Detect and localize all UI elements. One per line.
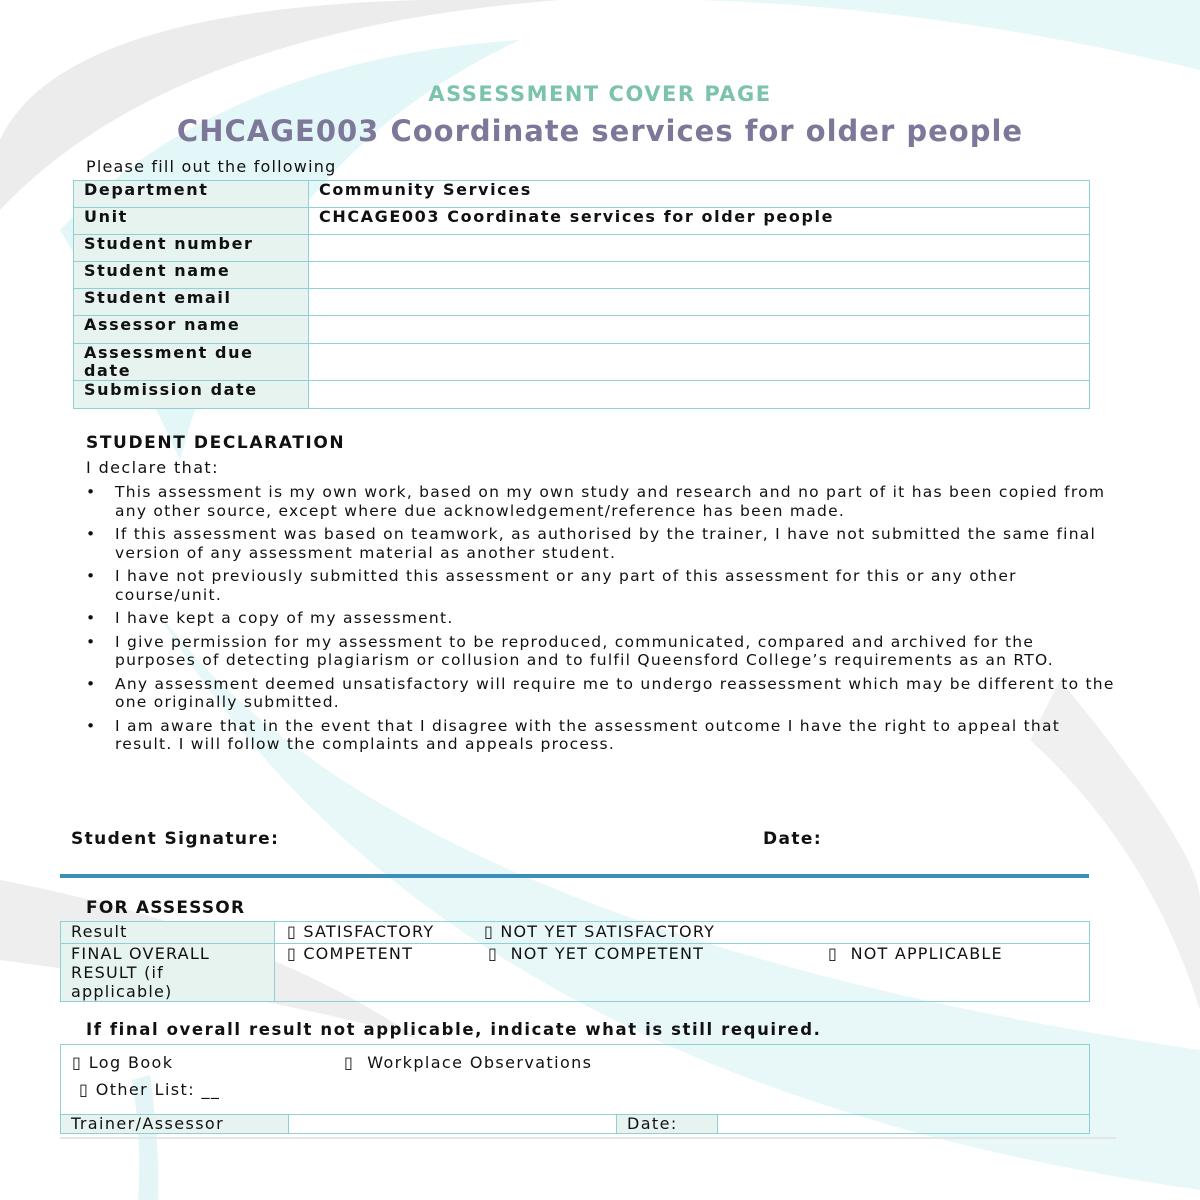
checkbox-icon[interactable]: ▯ bbox=[344, 1053, 355, 1072]
final-result-options-cell bbox=[275, 944, 1090, 1002]
table-row bbox=[74, 289, 1090, 316]
department-value: Community Services bbox=[309, 181, 1090, 208]
declaration-text: Any assessment deemed unsatisfactory will require me to undergo reassessment which may be different to the one originally submitted. bbox=[115, 674, 1115, 711]
checkbox-icon[interactable]: ▯ bbox=[828, 944, 839, 963]
table-row bbox=[74, 316, 1090, 344]
section-divider bbox=[60, 874, 1089, 878]
submission-date-field[interactable] bbox=[309, 381, 1090, 409]
declaration-text: I have kept a copy of my assessment. bbox=[115, 609, 454, 627]
declaration-text: I have not previously submitted this assessment or any part of this assessment for this or any other course/unit. bbox=[115, 567, 1017, 604]
table-row bbox=[61, 1115, 1090, 1134]
signature-date-label: Date: bbox=[763, 829, 823, 849]
student-email-label: Student email bbox=[74, 289, 309, 316]
list-item bbox=[86, 717, 1116, 754]
footer-line bbox=[60, 1137, 1116, 1139]
student-number-label: Student number bbox=[74, 235, 309, 262]
option-label: Log Book bbox=[88, 1053, 174, 1072]
declaration-text: If this assessment was based on teamwork, as authorised by the trainer, I have not submitted the same final version of any assessment material as another student. bbox=[115, 525, 1097, 562]
student-signature-label: Student Signature: bbox=[71, 829, 280, 849]
bullet-icon: • bbox=[86, 483, 97, 501]
assessment-due-date-label: Assessment due date bbox=[74, 344, 309, 381]
assessor-name-label: Assessor name bbox=[74, 316, 309, 344]
not-yet-competent-option[interactable] bbox=[488, 944, 704, 963]
option-label: Workplace Observations bbox=[367, 1053, 593, 1072]
signoff-date-field[interactable] bbox=[718, 1115, 1090, 1134]
checkbox-icon[interactable]: ▯ bbox=[287, 944, 298, 963]
table-row bbox=[61, 922, 1090, 944]
student-email-field[interactable] bbox=[309, 289, 1090, 316]
checkbox-icon[interactable]: ▯ bbox=[72, 1053, 83, 1072]
unit-label: Unit bbox=[74, 208, 309, 235]
assessor-name-field[interactable] bbox=[309, 316, 1090, 344]
option-label: NOT YET COMPETENT bbox=[510, 944, 705, 963]
declaration-text: I give permission for my assessment to be reproduced, communicated, compared and archived for the purposes of detecting plagiarism or collusion and to fulfil Queensford College’s requirements as an RTO. bbox=[115, 632, 1054, 669]
declaration-text: This assessment is my own work, based on my own study and research and no part of it has been copied from any other source, except where due acknowledgement/reference has been made. bbox=[115, 483, 1106, 520]
table-row bbox=[74, 181, 1090, 208]
checkbox-icon[interactable]: ▯ bbox=[79, 1080, 90, 1099]
checkbox-icon[interactable]: ▯ bbox=[287, 922, 298, 941]
checkbox-icon[interactable]: ▯ bbox=[484, 922, 495, 941]
signoff-date-label: Date: bbox=[617, 1115, 718, 1134]
assessor-result-table bbox=[60, 921, 1090, 1002]
satisfactory-option[interactable] bbox=[287, 922, 434, 941]
student-number-field[interactable] bbox=[309, 235, 1090, 262]
trainer-assessor-label: Trainer/Assessor bbox=[61, 1115, 289, 1134]
list-item bbox=[86, 525, 1116, 562]
bullet-icon: • bbox=[86, 674, 97, 693]
assessor-heading: FOR ASSESSOR bbox=[86, 898, 246, 918]
table-row bbox=[74, 235, 1090, 262]
competent-option[interactable] bbox=[287, 944, 413, 963]
list-item bbox=[86, 675, 1116, 712]
list-item bbox=[86, 567, 1116, 604]
trainer-assessor-field[interactable] bbox=[289, 1115, 617, 1134]
department-label: Department bbox=[74, 181, 309, 208]
option-label: SATISFACTORY bbox=[303, 922, 435, 941]
submission-date-label: Submission date bbox=[74, 381, 309, 409]
list-item bbox=[86, 633, 1116, 670]
option-label: Other List: __ bbox=[95, 1080, 221, 1099]
required-note: If final overall result not applicable, indicate what is still required. bbox=[86, 1020, 822, 1039]
declaration-list bbox=[86, 483, 1116, 759]
list-item bbox=[86, 483, 1116, 520]
trainer-signoff-table bbox=[60, 1114, 1090, 1134]
table-row bbox=[74, 381, 1090, 409]
declaration-text: I am aware that in the event that I disagree with the assessment outcome I have the right to appeal that result. I will follow the complaints and appeals process. bbox=[115, 716, 1061, 753]
not-applicable-option[interactable] bbox=[828, 944, 1003, 963]
bullet-icon: • bbox=[86, 567, 97, 585]
table-row bbox=[74, 344, 1090, 381]
bullet-icon: • bbox=[86, 525, 97, 543]
option-label: NOT APPLICABLE bbox=[850, 944, 1003, 963]
declaration-intro: I declare that: bbox=[86, 458, 219, 477]
not-yet-satisfactory-option[interactable] bbox=[484, 922, 715, 941]
page-subtitle: ASSESSMENT COVER PAGE bbox=[428, 82, 772, 106]
student-name-field[interactable] bbox=[309, 262, 1090, 289]
page-title: CHCAGE003 Coordinate services for older people bbox=[176, 114, 1024, 148]
checkbox-icon[interactable]: ▯ bbox=[488, 944, 499, 963]
list-item bbox=[86, 609, 1116, 628]
result-options-cell bbox=[275, 922, 1090, 944]
bullet-icon: • bbox=[86, 716, 97, 735]
required-items-box bbox=[60, 1044, 1090, 1115]
other-list-option[interactable] bbox=[79, 1080, 220, 1099]
bullet-icon: • bbox=[86, 609, 97, 627]
result-label: Result bbox=[61, 922, 275, 944]
option-label: COMPETENT bbox=[303, 944, 414, 963]
bullet-icon: • bbox=[86, 632, 97, 651]
unit-value: CHCAGE003 Coordinate services for older people bbox=[309, 208, 1090, 235]
assessment-due-date-field[interactable] bbox=[309, 344, 1090, 381]
student-name-label: Student name bbox=[74, 262, 309, 289]
fill-instruction: Please fill out the following bbox=[86, 157, 337, 176]
student-info-table bbox=[73, 180, 1090, 409]
log-book-option[interactable] bbox=[72, 1053, 173, 1072]
option-label: NOT YET SATISFACTORY bbox=[500, 922, 716, 941]
workplace-observations-option[interactable] bbox=[344, 1053, 592, 1072]
declaration-heading: STUDENT DECLARATION bbox=[86, 433, 346, 453]
table-row bbox=[74, 262, 1090, 289]
final-result-label: FINAL OVERALL RESULT (if applicable) bbox=[61, 944, 275, 1002]
table-row bbox=[74, 208, 1090, 235]
table-row bbox=[61, 944, 1090, 1002]
